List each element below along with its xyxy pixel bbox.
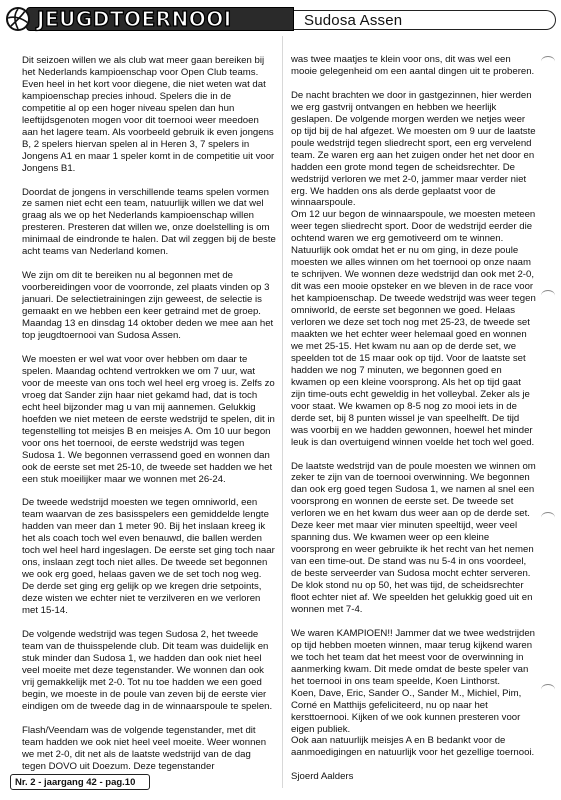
left-column xyxy=(22,55,276,772)
binder-hole-mark xyxy=(541,290,555,301)
paragraph: We moesten er wel wat voor over hebben om daar te spelen. Maandag ochtend vertrokken we om 7 uur, wat voor de meeste van ons toch wel heel erg vroeg is. Zelfs zo vroeg dat Sander zijn haar niet gekamd had, dat is toch echt heel bijzonder mag u van mij aannemen. Gelukkig hoefden we niet meteen de eerste wedstrijd te spelen, dit in tegenstelling tot meisjes B en meisjes A. Om 10 uur begon voor ons het toernooi, de eerste wedstrijd was tegen Sudosa 1. We begonnen verrassend goed en wonnen dan ook de eerste set met 25-10, de tweede set hadden we het een stuk moeilijker maar we wonnen met 26-24. xyxy=(22,353,275,485)
paragraph: De nacht brachten we door in gastgezinnen, hier werden we erg gastvrij ontvangen en hebben we heerlijk geslapen. De volgende morgen werden we netjes weer op tijd bij de hal afgezet. We moesten om 9 uur de laatste poule wedstrijd tegen sliedrecht sport, een erg vervelend team. Ze waren erg aan het zuigen onder het net door en hadden een grote mond tegen de scheidsrechter. De wedstrijd verloren we met 2-0, jammer maar verder niet erg. We hadden ons als derde geplaatst voor de winnaarspoule. xyxy=(291,89,536,209)
page-title: JEUGDTOERNOOI xyxy=(37,7,232,31)
paragraph: We zijn om dit te bereiken nu al begonnen met de voorbereidingen voor de voorronde, zel plaats vinden op 3 januari. De selectietrainingen zijn geweest, de selectie is gemaakt en we hebben een keer getraind met de groep. Maandag 13 en dinsdag 14 oktober deden we mee aan het top jeugdtoernooi van Sudosa Assen. xyxy=(22,270,274,342)
right-column xyxy=(291,54,536,783)
binder-hole-mark xyxy=(541,56,555,67)
paragraph: Flash/Veendam was de volgende tegenstander, met dit team hadden we ook niet heel veel moeite. Weer wonnen we met 2-0, dit net als de laatste wedstrijd van de dag tegen DOVO uit Doezum. Deze tegenstander xyxy=(22,724,267,772)
paragraph: Om 12 uur begon de winnaarspoule, we moesten meteen weer tegen sliedrecht sport. Door de wedstrijd eerder die ochtend waren we erg gemotiveerd om te winnen. Natuurlijk ook omdat het er nu om ging, in deze poule moesten we alles winnen om het toernooi op onze naam te schrijven. We wonnen deze wedstrijd dan ook met 2-0, dit was een mooie opsteker en we bleven in de race voor het kampioenschap. De tweede wedstrijd was weer tegen omniworld, de eerste set begonnen we goed. Helaas verloren we deze set toch nog met 25-23, de tweede set maakten we het echter weer helemaal goed en wonnen we met 25-15. Het kwam nu aan op de derde set, we speelden tot de 15 maar ook op tijd. Voor de laatste set hadden we nog 7 minuten, we begonnen goed en kwamen op een kleine voorsprong. Als het op tijd gaat zijn time-outs echt geweldig in het volleybal. Zeker als je voor staat. We kwamen op 8-5 nog zo mooi iets in de derde set, bij 8 punten wissel je van speelhelft. De tijd was voorbij en we hadden gewonnen, hoewel het minder leuk is dan overtuigend winnen voelde het toch wel goed. xyxy=(291,209,536,448)
page-header xyxy=(4,4,557,34)
volleyball-icon xyxy=(6,7,30,31)
author-signature: Sjoerd Aalders xyxy=(291,771,354,783)
paragraph: We waren KAMPIOEN!! Jammer dat we twee wedstrijden op tijd hebben moeten winnen, maar terug kijkend waren we toch het team dat het meest voor de overwinning in aanmerking kwam. Dit mede omdat de beste speler van het toernooi in ons team speelde, Koen Linthorst. xyxy=(291,627,536,687)
paragraph: Ook aan natuurlijk meisjes A en B bedankt voor de aanmoedigingen en natuurlijk voor het gezellige toernooi. xyxy=(291,735,535,759)
team-name: Sudosa Assen xyxy=(304,11,403,29)
paragraph: Dit seizoen willen we als club wat meer gaan bereiken bij het Nederlands kampioenschap voor Open Club teams. Even heel in het kort voor diegene, die niet weten wat dat kampioenschap precies inhoud. Spelers die in de competitie al op een hoger niveau spelen dan hun leeftijdsgenoten mogen voor dit toernooi weer meedoen aan het lagere team. Als voorbeeld gebruik ik even jongens B, 2 spelers hiervan spelen al in Heren 3, 7 spelers in Jongens A1 en maar 1 speler komt in de competitie uit voor Jongens B1. xyxy=(22,55,275,174)
volleyball-graphic xyxy=(8,9,28,29)
paragraph: De laatste wedstrijd van de poule moesten we winnen om zeker te zijn van de toernooi overwinning. We begonnen dan ook erg goed tegen Sudosa 1, we namen al snel een voorsprong en wonnen de eerste set. De tweede set verloren we en het kwam dus weer aan op de derde set. Deze keer met maar vier minuten speeltijd, weer veel spanning dus. We kwamen weer op een kleine voorsprong en weer gebruikte ik het recht van het nemen van een time-out. De stand was nu 5-4 in ons voordeel, de beste serveerder van Sudosa mocht echter serveren. De klok stond nu op 50, het was tijd, de scheidsrechter floot echter niet af. We speelden het gelukkig goed uit en wonnen met 7-4. xyxy=(291,460,536,615)
title-band xyxy=(26,7,294,31)
column-divider xyxy=(282,36,283,788)
paragraph: Doordat de jongens in verschillende teams spelen vormen ze samen niet echt een team, natuurlijk willen we dat wel graag als we op het Nederlands kampioenschap willen presteren. Presteren dat willen we, onze doelstelling is om minimaal de eindronde te halen. Dat wil zeggen bij de beste acht teams van Nederland komen. xyxy=(22,186,276,258)
paragraph: Koen, Dave, Eric, Sander O., Sander M., Michiel, Pim, Corné en Matthijs gefeliciteerd, nu op naar het kersttoernooi. Kijken of we ook kunnen presteren voor eigen publiek. xyxy=(291,687,522,735)
team-label-box xyxy=(294,10,556,30)
binder-hole-mark xyxy=(541,684,555,695)
issue-label: Nr. 2 - jaargang 42 - pag.10 xyxy=(15,776,136,788)
paragraph: was twee maatjes te klein voor ons, dit was wel een mooie gelegenheid om een aantal dingen uit te proberen. xyxy=(291,54,535,77)
paragraph: De tweede wedstrijd moesten we tegen omniworld, een team waarvan de zes basisspelers een gemiddelde lengte hadden van meer dan 1 meter 90. Bij het inslaan kreeg ik het als coach toch wel even benauwd, die ballen werden toch wel heel hard ingeslagen. De eerste set ging toch naar ons, inslaan zegt toch niet alles. De tweede set begonnen we ook erg goed, helaas gaven we de set toch nog weg. De derde set ging erg gelijk op we kregen drie setpoints, deze wisten we echter niet te verzilveren en we verloren met 15-14. xyxy=(22,497,275,617)
paragraph: De volgende wedstrijd was tegen Sudosa 2, het tweede team van de thuisspelende club. Dit team was duidelijk en stuk minder dan Sudosa 1, we hadden dan ook niet heel veel moeite met deze tegenstander. We wonnen dan ook vrij gemakkelijk met 2-0. Tot nu toe hadden we een goed begin, we moeste in de poule van zeven bij de eerste vier eindigen om de tweede dag in de winnaarspoule te spelen. xyxy=(22,628,273,712)
binder-hole-mark xyxy=(541,512,555,523)
issue-footer xyxy=(10,774,150,790)
